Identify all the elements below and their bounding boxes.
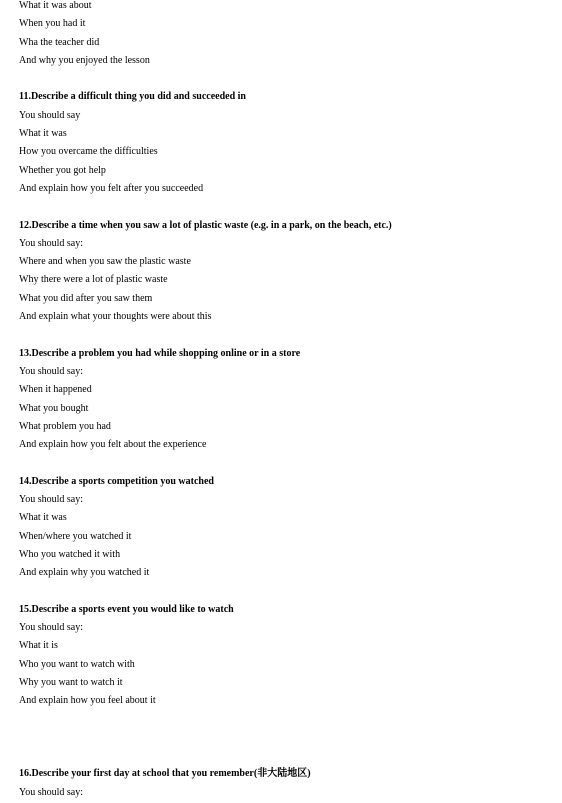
topic-15 [19, 601, 549, 711]
prompt-line: Why you want to watch it [19, 676, 123, 688]
prompt-line: You should say: [19, 237, 83, 249]
prompt-line: Where and when you saw the plastic waste [19, 256, 191, 268]
prompt-line: What problem you had [19, 420, 111, 432]
prompt-line: And explain how you felt about the experience [19, 439, 207, 451]
previous-topic-continuation [19, 0, 549, 70]
prompt-line: You should say [19, 109, 81, 121]
topic-12 [19, 217, 549, 327]
prompt-line: Who you watched it with [19, 548, 121, 560]
prompt-line: When you had it [19, 18, 86, 30]
prompt-line: What it was [19, 512, 67, 524]
topic-16 [19, 765, 549, 802]
prompt-line: And explain why you watched it [19, 567, 150, 579]
prompt-line: And explain how you felt after you succeeded [19, 182, 204, 194]
prompt-line: You should say: [19, 786, 83, 798]
spacer [19, 70, 549, 88]
spacer [19, 711, 549, 766]
prompt-line: And explain how you feel about it [19, 695, 156, 707]
topic-14 [19, 473, 549, 583]
spacer [19, 198, 549, 216]
topic-heading: 13.Describe a problem you had while shopping online or in a store [19, 347, 301, 359]
topic-heading: 11.Describe a difficult thing you did and succeeded in [19, 91, 246, 103]
prompt-line: Whether you got help [19, 164, 106, 176]
prompt-line: What it was [19, 128, 67, 140]
topic-13 [19, 345, 549, 455]
prompt-line: And explain what your thoughts were about this [19, 311, 212, 323]
prompt-line: You should say: [19, 622, 83, 634]
prompt-line: When it happened [19, 384, 92, 396]
prompt-line: Who you want to watch with [19, 658, 135, 670]
prompt-line: Why there were a lot of plastic waste [19, 274, 168, 286]
prompt-line: You should say: [19, 494, 83, 506]
prompt-line: How you overcame the difficulties [19, 146, 158, 158]
spacer [19, 326, 549, 344]
prompt-line: What it is [19, 640, 58, 652]
prompt-line: You should say: [19, 365, 83, 377]
prompt-line: Wha the teacher did [19, 36, 100, 48]
topic-heading: 14.Describe a sports competition you watched [19, 475, 214, 487]
prompt-line: What you bought [19, 402, 89, 414]
topic-heading: 16.Describe your first day at school that you remember(非大陆地区) [19, 768, 311, 780]
document-page [19, 0, 549, 802]
prompt-line: And why you enjoyed the lesson [19, 54, 150, 66]
topic-heading: 15.Describe a sports event you would like to watch [19, 603, 234, 615]
prompt-line: What it was about [19, 0, 92, 11]
prompt-line: When/where you watched it [19, 530, 132, 542]
spacer [19, 454, 549, 472]
prompt-line: What you did after you saw them [19, 292, 153, 304]
spacer [19, 583, 549, 601]
topic-11 [19, 88, 549, 198]
topic-heading: 12.Describe a time when you saw a lot of plastic waste (e.g. in a park, on the beach, etc.) [19, 219, 392, 231]
